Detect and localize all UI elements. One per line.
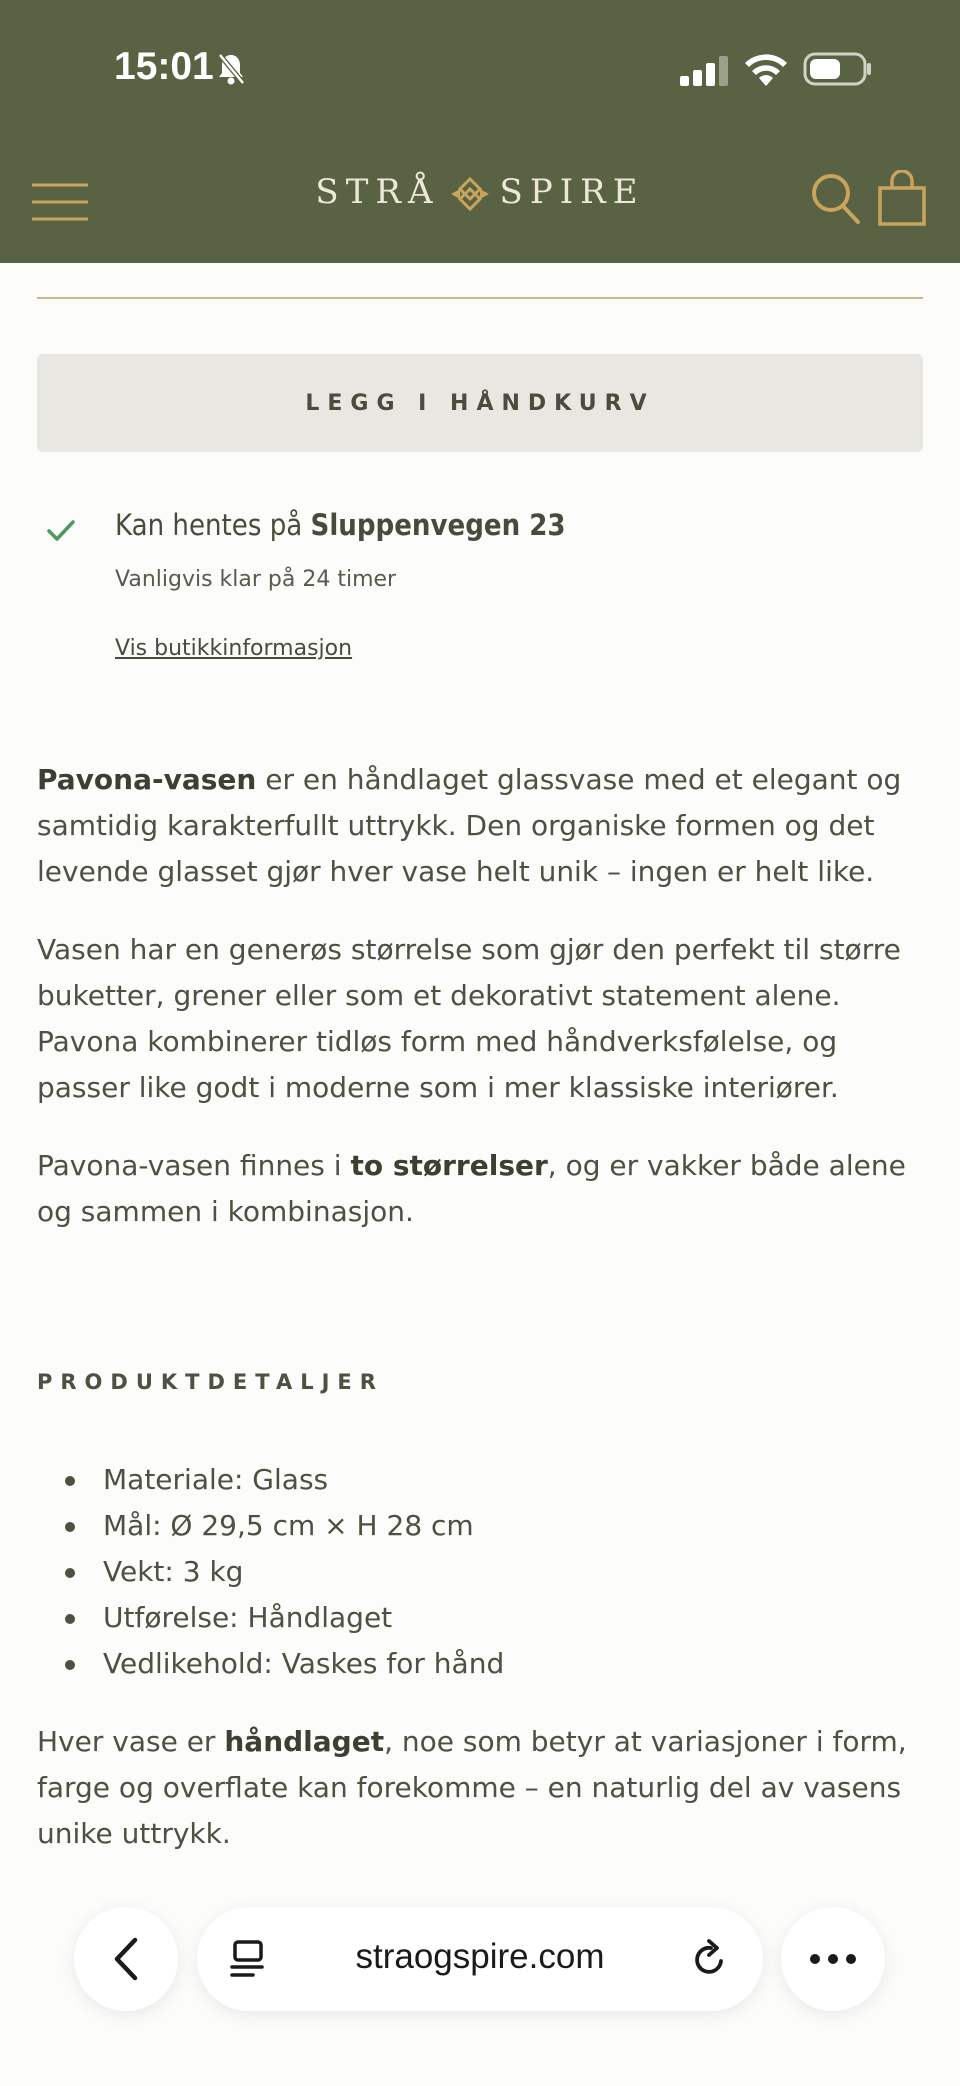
pickup-location: Sluppenvegen 23 <box>310 508 566 542</box>
browser-back-button[interactable] <box>74 1907 178 2011</box>
list-item: Materiale: Glass <box>37 1457 504 1503</box>
more-options-button[interactable] <box>781 1907 885 2011</box>
sizes-highlight: to størrelser <box>350 1149 548 1182</box>
logo-knot-icon <box>448 176 492 212</box>
handmade-highlight: håndlaget <box>224 1725 385 1758</box>
description-text-1: er en håndlaget glassvase med et elegant og samtidig karakterfullt uttrykk. Den organiske formen og det levende glasset gjør hver vase helt unik – ingen er helt like. <box>37 763 902 888</box>
handmade-text-b: , noe som betyr at variasjoner i form, farge og overflate kan forekomme – en naturlig del av vasens unike uttrykk. <box>37 1725 907 1850</box>
add-to-cart-button[interactable]: LEGG I HÅNDKURV <box>37 354 923 452</box>
shopping-bag-icon[interactable] <box>876 170 928 226</box>
reload-icon[interactable] <box>691 1937 729 1979</box>
pickup-availability <box>115 508 566 542</box>
pickup-prefix: Kan hentes på <box>115 508 311 542</box>
url-text: straogspire.com <box>355 1937 605 1976</box>
battery-icon <box>803 52 873 86</box>
logo-text-left: STRÅ <box>315 172 440 212</box>
handmade-note <box>37 1719 932 1857</box>
description-paragraph-3 <box>37 1143 932 1235</box>
list-item: Utførelse: Håndlaget <box>37 1595 504 1641</box>
store-info-link[interactable]: Vis butikkinformasjon <box>115 636 353 661</box>
section-divider <box>37 297 923 299</box>
list-item: Mål: Ø 29,5 cm × H 28 cm <box>37 1503 504 1549</box>
wifi-icon <box>744 52 788 86</box>
description-paragraph-1 <box>37 757 932 895</box>
ellipsis-icon <box>809 1953 857 1965</box>
chevron-left-icon <box>111 1937 141 1981</box>
logo-text-right: SPIRE <box>499 172 645 212</box>
address-bar[interactable] <box>197 1907 763 2011</box>
product-details-list <box>37 1457 504 1687</box>
description-paragraph-2: Vasen har en generøs størrelse som gjør den perfekt til større buketter, grener eller som et dekorativt statement alene. Pavona kombinerer tidløs form med håndverksfølelse, og passer like godt i moderne som i mer klassiske interiører. <box>37 933 901 1104</box>
search-icon[interactable] <box>810 172 862 226</box>
product-name: Pavona-vasen <box>37 763 257 796</box>
description-text-3b: , og er vakker både alene og sammen i kombinasjon. <box>37 1149 906 1228</box>
list-item: Vedlikehold: Vaskes for hånd <box>37 1641 504 1687</box>
site-header <box>0 0 960 263</box>
description-text-3a: Pavona-vasen finnes i <box>37 1149 351 1182</box>
handmade-text-a: Hver vase er <box>37 1725 225 1758</box>
checkmark-icon <box>46 518 76 544</box>
product-details-heading: PRODUKTDETALJER <box>37 1370 384 1394</box>
pickup-note: Vanligvis klar på 24 timer <box>115 567 397 592</box>
status-time: 15:01 <box>114 45 214 88</box>
bell-muted-icon <box>216 52 246 86</box>
list-item: Vekt: 3 kg <box>37 1549 504 1595</box>
cellular-signal-icon <box>680 56 730 86</box>
